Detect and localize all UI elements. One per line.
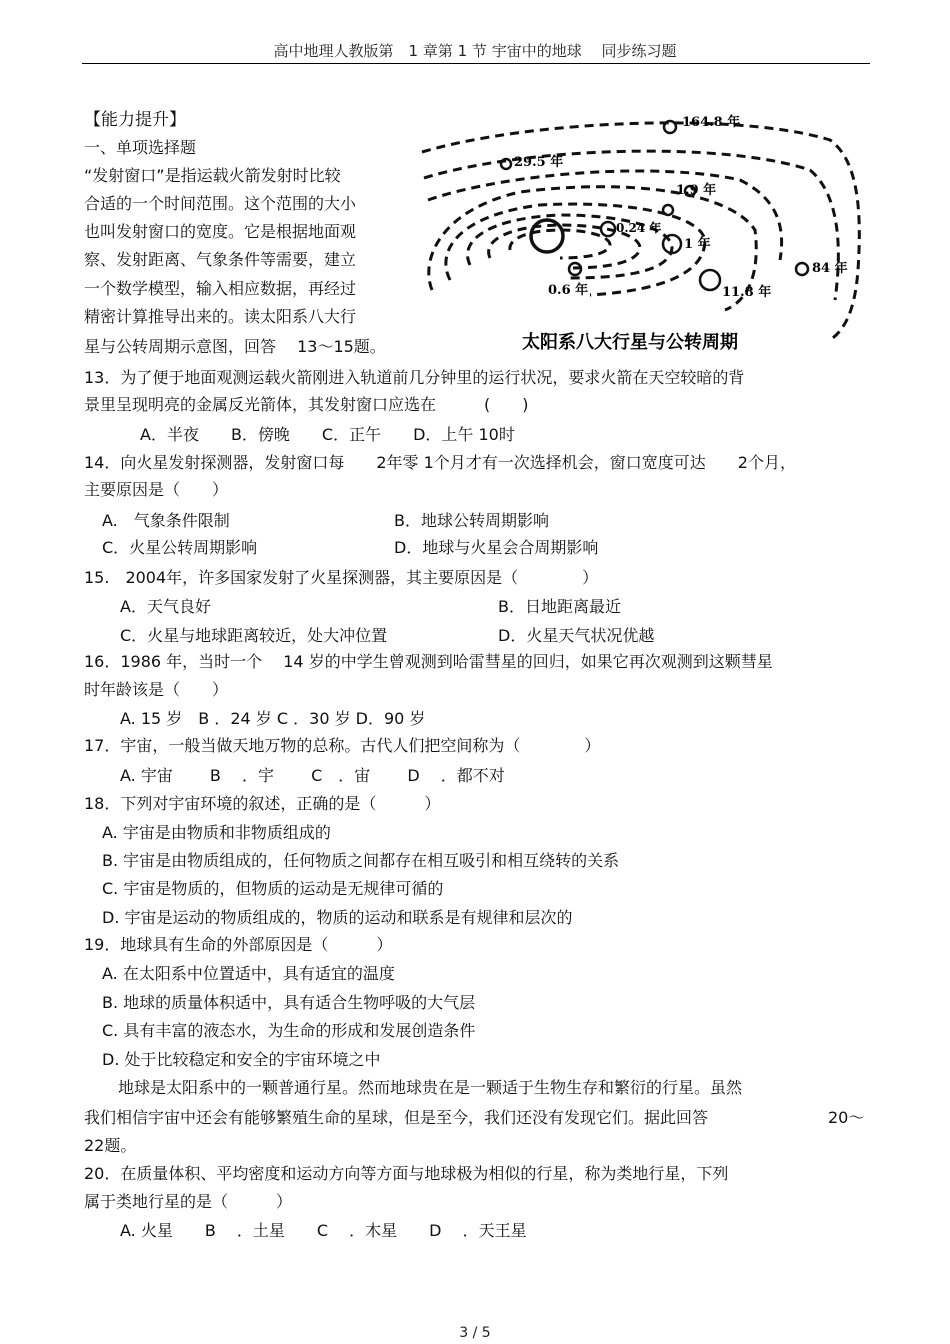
- q15-option-d: D．火星天气状况优越: [498, 626, 655, 645]
- orbit-saturn: [428, 171, 782, 260]
- page-header: 高中地理人教版第 1 章第 1 节 宇宙中的地球 同步练习题: [273, 42, 677, 60]
- jupiter-icon: [700, 270, 720, 290]
- passage2-line: 我们相信宇宙中还会有能够繁殖生命的星球，但是至今，我们还没有发现它们。据此回答: [84, 1108, 709, 1127]
- q20-stem-cont: 属于类地行星的是（ ）: [84, 1192, 293, 1211]
- q14-option-b: B．地球公转周期影响: [394, 511, 549, 530]
- q13-stem: 13．为了便于地面观测运载火箭刚进入轨道前几分钟里的运行状况，要求火箭在天空较暗的背: [84, 368, 745, 387]
- neptune-icon: [664, 121, 676, 133]
- label-venus: 0.6 年: [548, 283, 589, 298]
- mars-dot-icon: [663, 205, 673, 215]
- section-title: 【能力提升】: [84, 110, 186, 130]
- q18-stem: 18．下列对宇宙环境的叙述，正确的是（ ）: [84, 794, 441, 813]
- intro-line: 星与公转周期示意图，回答 13～15题。: [84, 337, 386, 356]
- q19-option-a: A. 在太阳系中位置适中，具有适宜的温度: [102, 964, 395, 983]
- page-number: 3 / 5: [459, 1325, 491, 1341]
- q17-stem: 17．宇宙，一般当做天地万物的总称。古代人们把空间称为（ ）: [84, 736, 601, 755]
- q18-option-c: C. 宇宙是物质的，但物质的运动是无规律可循的: [102, 879, 444, 898]
- passage2-range: 20～: [828, 1108, 865, 1127]
- q19-option-b: B. 地球的质量体积适中，具有适合生物呼吸的大气层: [102, 993, 476, 1012]
- label-uranus: 84 年: [812, 261, 848, 276]
- q13-options: A．半夜 B．傍晚 C．正午 D．上午 10时: [140, 425, 515, 444]
- q15-option-a: A．天气良好: [120, 597, 211, 616]
- q15-option-b: B．日地距离最近: [498, 597, 621, 616]
- q16-options: A. 15 岁 B ．24 岁 C ．30 岁 D．90 岁: [120, 709, 426, 728]
- q14-stem-cont: 主要原因是（ ）: [84, 480, 229, 499]
- figure-caption: 太阳系八大行星与公转周期: [522, 332, 738, 353]
- q13-stem-cont: 景里呈现明亮的金属反光箭体，其发射窗口应选在 ( ): [84, 395, 529, 414]
- q18-option-d: D. 宇宙是运动的物质组成的，物质的运动和联系是有规律和层次的: [102, 908, 573, 927]
- label-mars: 1.9 年: [676, 183, 717, 198]
- q18-option-b: B. 宇宙是由物质组成的，任何物质之间都存在相互吸引和相互绕转的关系: [102, 851, 620, 870]
- label-saturn: 29.5 年: [514, 155, 564, 170]
- header-rule: [82, 63, 870, 64]
- label-earth: 1 年: [684, 237, 711, 252]
- intro-line: 合适的一个时间范围。这个范围的大小: [84, 194, 357, 213]
- q14-option-d: D．地球与火星会合周期影响: [394, 538, 599, 557]
- intro-line: 察、发射距离、气象条件等需要，建立: [84, 250, 357, 269]
- q14-option-a: A. 气象条件限制: [102, 511, 230, 530]
- solar-system-figure: [410, 100, 870, 362]
- q16-stem: 16．1986 年，当时一个 14 岁的中学生曾观测到哈雷彗星的回归，如果它再次观测到这颗彗星: [84, 652, 773, 671]
- subsection-title: 一、单项选择题: [84, 138, 197, 157]
- passage2-line: 地球是太阳系中的一颗普通行星。然而地球贵在是一颗适于生物生存和繁衍的行星。虽然: [118, 1078, 743, 1097]
- q17-options: A. 宇宙 B ．宇 C ．宙 D ．都不对: [120, 766, 505, 785]
- q14-stem: 14．向火星发射探测器，发射窗口每 2年零 1个月才有一次选择机会，窗口宽度可达 2个月，: [84, 453, 796, 472]
- q15-option-c: C．火星与地球距离较近，处大冲位置: [120, 626, 388, 645]
- q18-option-a: A. 宇宙是由物质和非物质组成的: [102, 823, 331, 842]
- q19-option-d: D. 处于比较稳定和安全的宇宙环境之中: [102, 1050, 381, 1069]
- q20-options: A. 火星 B ．土星 C ．木星 D ．天王星: [120, 1221, 527, 1240]
- q19-stem: 19．地球具有生命的外部原因是（ ）: [84, 935, 393, 954]
- label-neptune: 164.8 年: [682, 115, 741, 130]
- label-mercury: 0.24 年: [616, 221, 662, 235]
- q16-stem-cont: 时年龄该是（ ）: [84, 680, 229, 699]
- intro-line: 一个数学模型，输入相应数据，再经过: [84, 279, 357, 298]
- sun-icon: [531, 220, 563, 252]
- intro-line: 精密计算推导出来的。读太阳系八大行: [84, 307, 357, 326]
- intro-line: “发射窗口”是指运载火箭发射时比较: [84, 166, 341, 185]
- q20-stem: 20．在质量体积、平均密度和运动方向等方面与地球极为相似的行星，称为类地行星，下列: [84, 1164, 729, 1183]
- label-jupiter: 11.8 年: [722, 285, 772, 300]
- intro-line: 也叫发射窗口的宽度。它是根据地面观: [84, 222, 357, 241]
- q14-option-c: C．火星公转周期影响: [102, 538, 258, 557]
- q19-option-c: C. 具有丰富的液态水，为生命的形成和发展创造条件: [102, 1021, 476, 1040]
- uranus-icon: [796, 263, 808, 275]
- passage2-line: 22题。: [84, 1136, 137, 1155]
- saturn-icon: [501, 159, 511, 169]
- q15-stem: 15. 2004年，许多国家发射了火星探测器，其主要原因是（ ）: [84, 568, 599, 587]
